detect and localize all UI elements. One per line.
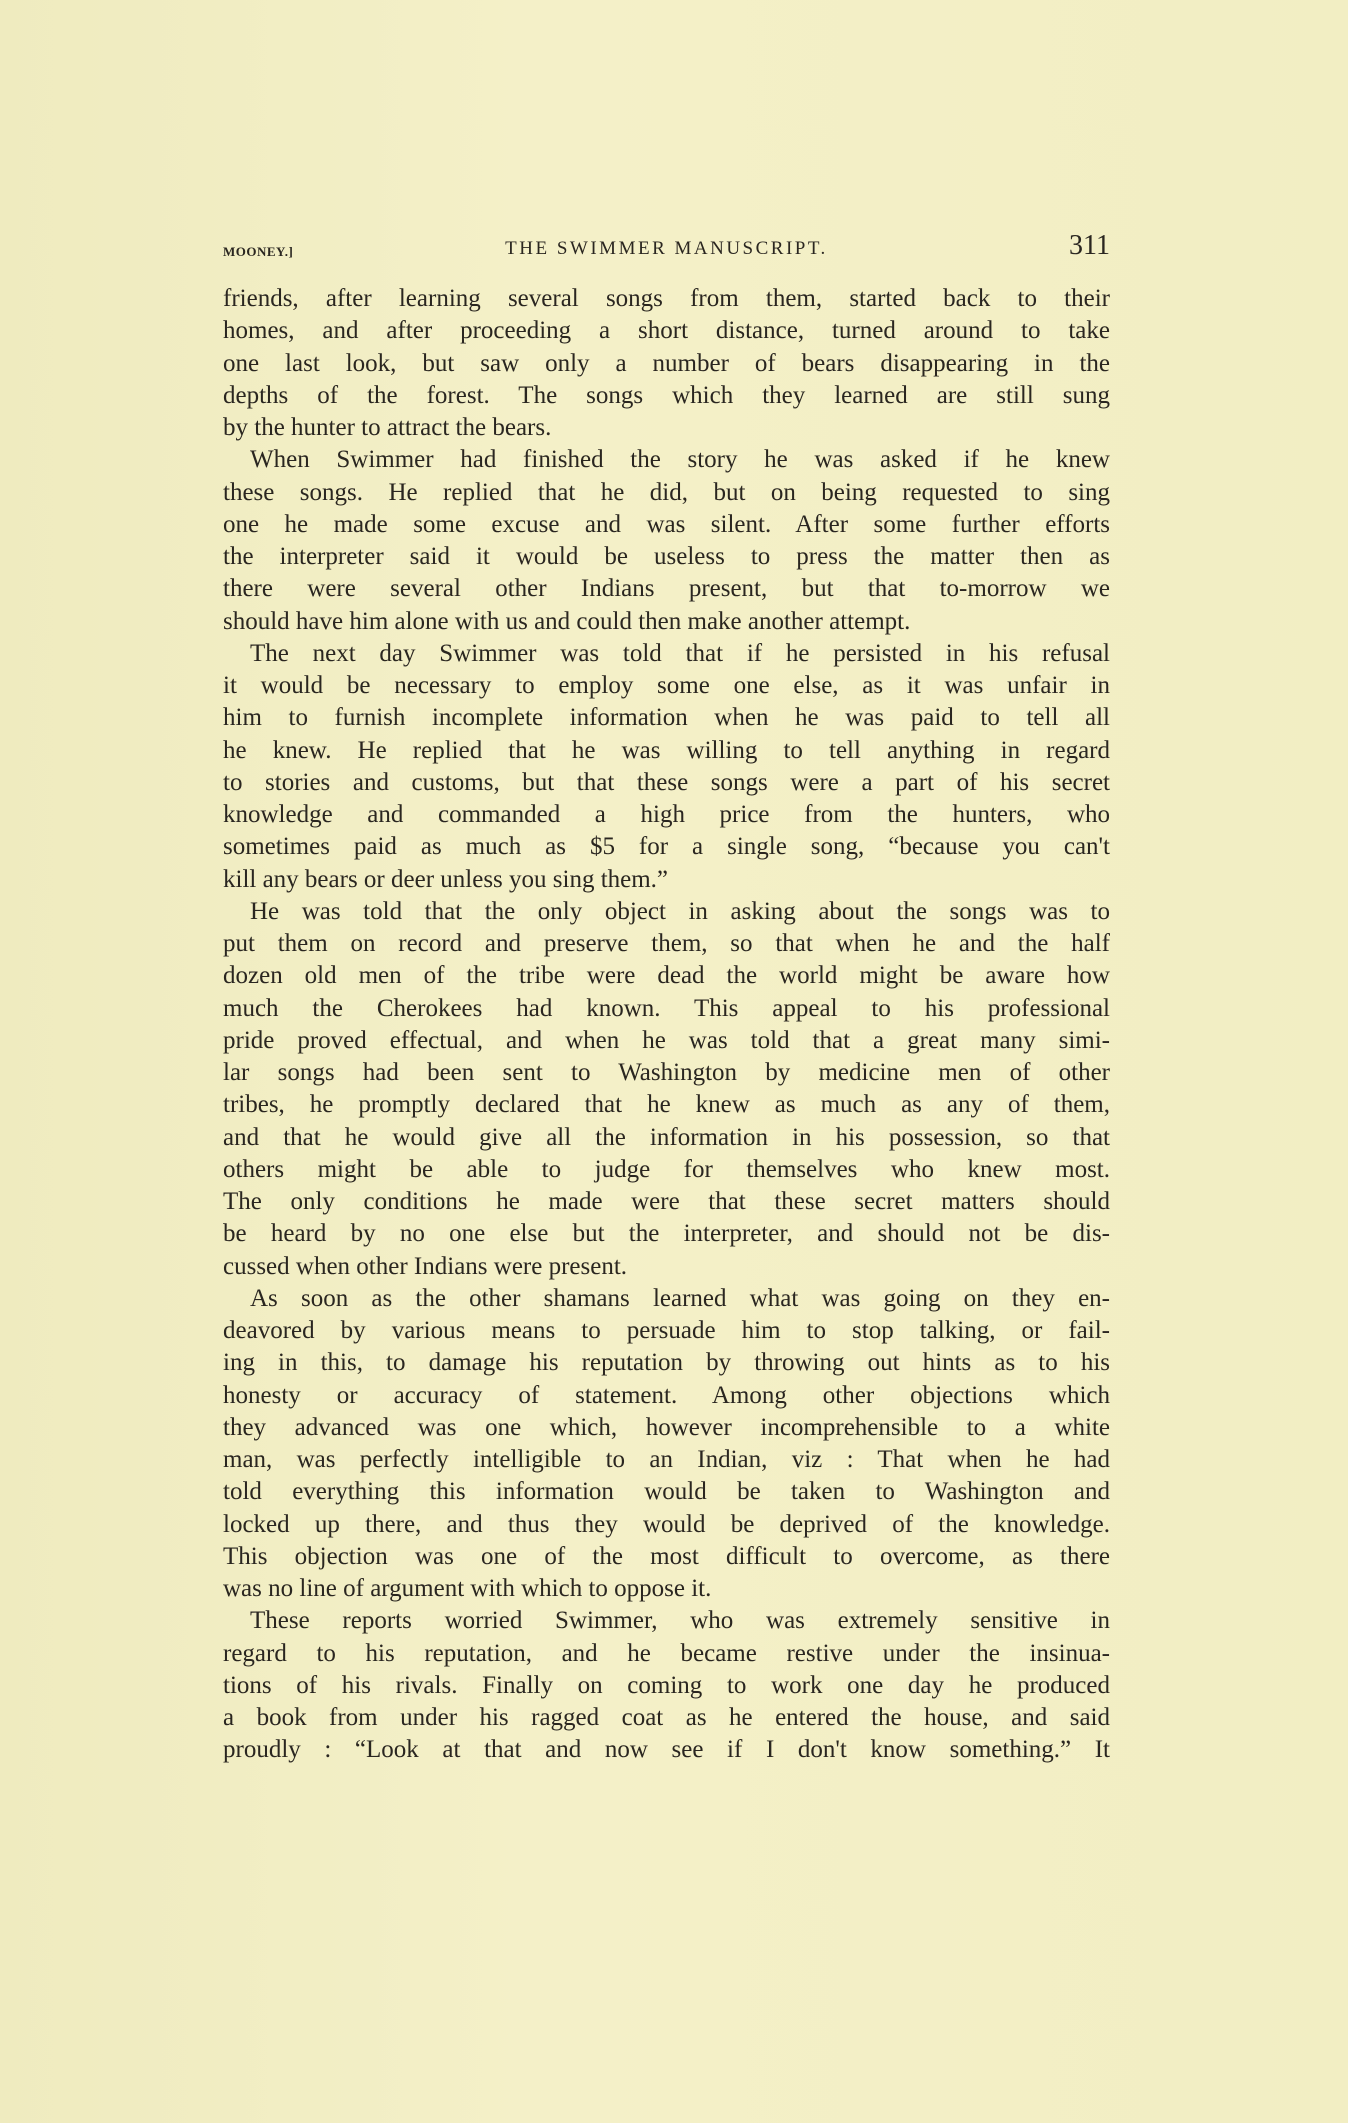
text-line: man, was perfectly intelligible to an Indian, viz : That when he had bbox=[223, 1446, 1110, 1473]
text-line: sometimes paid as much as $5 for a single song, “because you can't bbox=[223, 833, 1110, 861]
text-line: friends, after learning several songs from them, started back to their bbox=[223, 285, 1110, 312]
text-line: pride proved effectual, and when he was told that a great many simi- bbox=[223, 1026, 1110, 1054]
text-line: they advanced was one which, however incomprehensible to a white bbox=[223, 1413, 1110, 1441]
text-line: kill any bears or deer unless you sing them.” bbox=[223, 865, 669, 893]
paragraph bbox=[223, 638, 1110, 896]
text-line: these songs. He replied that he did, but on being requested to sing bbox=[223, 478, 1110, 506]
text-line: the interpreter said it would be useless to press the matter then as bbox=[223, 543, 1110, 570]
text-line: honesty or accuracy of statement. Among other objections which bbox=[223, 1381, 1110, 1409]
text-line: he knew. He replied that he was willing to tell anything in regard bbox=[223, 736, 1110, 764]
body-text bbox=[223, 283, 1110, 1767]
text-line: it would be necessary to employ some one else, as it was unfair in bbox=[223, 672, 1110, 699]
author-running-head: MOONEY.] bbox=[223, 244, 294, 259]
running-header bbox=[223, 230, 1110, 268]
text-line: and that he would give all the information in his possession, so that bbox=[223, 1123, 1110, 1151]
text-line: to stories and customs, but that these songs were a part of his secret bbox=[223, 768, 1110, 796]
running-title: THE SWIMMER MANUSCRIPT. bbox=[505, 238, 828, 259]
text-line: The only conditions he made were that these secret matters should bbox=[223, 1188, 1110, 1215]
text-line: knowledge and commanded a high price from the hunters, who bbox=[223, 801, 1110, 828]
text-line: cussed when other Indians were present. bbox=[223, 1252, 628, 1280]
text-line: put them on record and preserve them, so that when he and the half bbox=[223, 930, 1110, 957]
paragraph bbox=[223, 1283, 1110, 1606]
text-line: regard to his reputation, and he became restive under the insinua- bbox=[223, 1639, 1110, 1667]
text-line: locked up there, and thus they would be deprived of the knowledge. bbox=[223, 1510, 1110, 1538]
text-line: him to furnish incomplete information when he was paid to tell all bbox=[223, 704, 1110, 732]
text-line: deavored by various means to persuade him to stop talking, or fail- bbox=[223, 1317, 1110, 1344]
paragraph bbox=[223, 1605, 1110, 1766]
text-line: one he made some excuse and was silent. After some further efforts bbox=[223, 510, 1110, 538]
text-line: one last look, but saw only a number of bears disappearing in the bbox=[223, 349, 1110, 377]
text-line: there were several other Indians present, but that to-morrow we bbox=[223, 575, 1110, 603]
text-line: dozen old men of the tribe were dead the world might be aware how bbox=[223, 962, 1110, 990]
text-line: This objection was one of the most difficult to overcome, as there bbox=[223, 1542, 1110, 1570]
text-line: As soon as the other shamans learned what was going on they en- bbox=[250, 1284, 1110, 1312]
page-number: 311 bbox=[1069, 230, 1110, 261]
text-line: was no line of argument with which to oppose it. bbox=[223, 1575, 712, 1602]
text-line: a book from under his ragged coat as he entered the house, and said bbox=[223, 1704, 1110, 1731]
text-line: much the Cherokees had known. This appeal to his professional bbox=[223, 994, 1110, 1022]
paragraph bbox=[223, 896, 1110, 1283]
text-line: He was told that the only object in asking about the songs was to bbox=[250, 897, 1110, 925]
text-line: proudly : “Look at that and now see if I don't know something.” It bbox=[223, 1736, 1110, 1764]
text-line: others might be able to judge for themselves who knew most. bbox=[223, 1155, 1110, 1183]
text-line: The next day Swimmer was told that if he persisted in his refusal bbox=[250, 639, 1110, 667]
text-line: tribes, he promptly declared that he knew as much as any of them, bbox=[223, 1091, 1110, 1119]
text-line: told everything this information would be taken to Washington and bbox=[223, 1478, 1110, 1506]
paragraph bbox=[223, 283, 1110, 444]
text-line: ing in this, to damage his reputation by throwing out hints as to his bbox=[223, 1349, 1110, 1377]
text-line: should have him alone with us and could then make another attempt. bbox=[223, 607, 911, 635]
text-line: tions of his rivals. Finally on coming to work one day he produced bbox=[223, 1671, 1110, 1699]
paragraph bbox=[223, 444, 1110, 638]
text-line: be heard by no one else but the interpreter, and should not be dis- bbox=[223, 1220, 1110, 1248]
text-line: homes, and after proceeding a short distance, turned around to take bbox=[223, 317, 1110, 345]
text-line: These reports worried Swimmer, who was extremely sensitive in bbox=[250, 1607, 1110, 1635]
text-line: depths of the forest. The songs which they learned are still sung bbox=[223, 381, 1110, 409]
text-line: When Swimmer had finished the story he was asked if he knew bbox=[250, 446, 1110, 474]
text-line: by the hunter to attract the bears. bbox=[223, 414, 552, 441]
text-line: lar songs had been sent to Washington by medicine men of other bbox=[223, 1059, 1110, 1086]
